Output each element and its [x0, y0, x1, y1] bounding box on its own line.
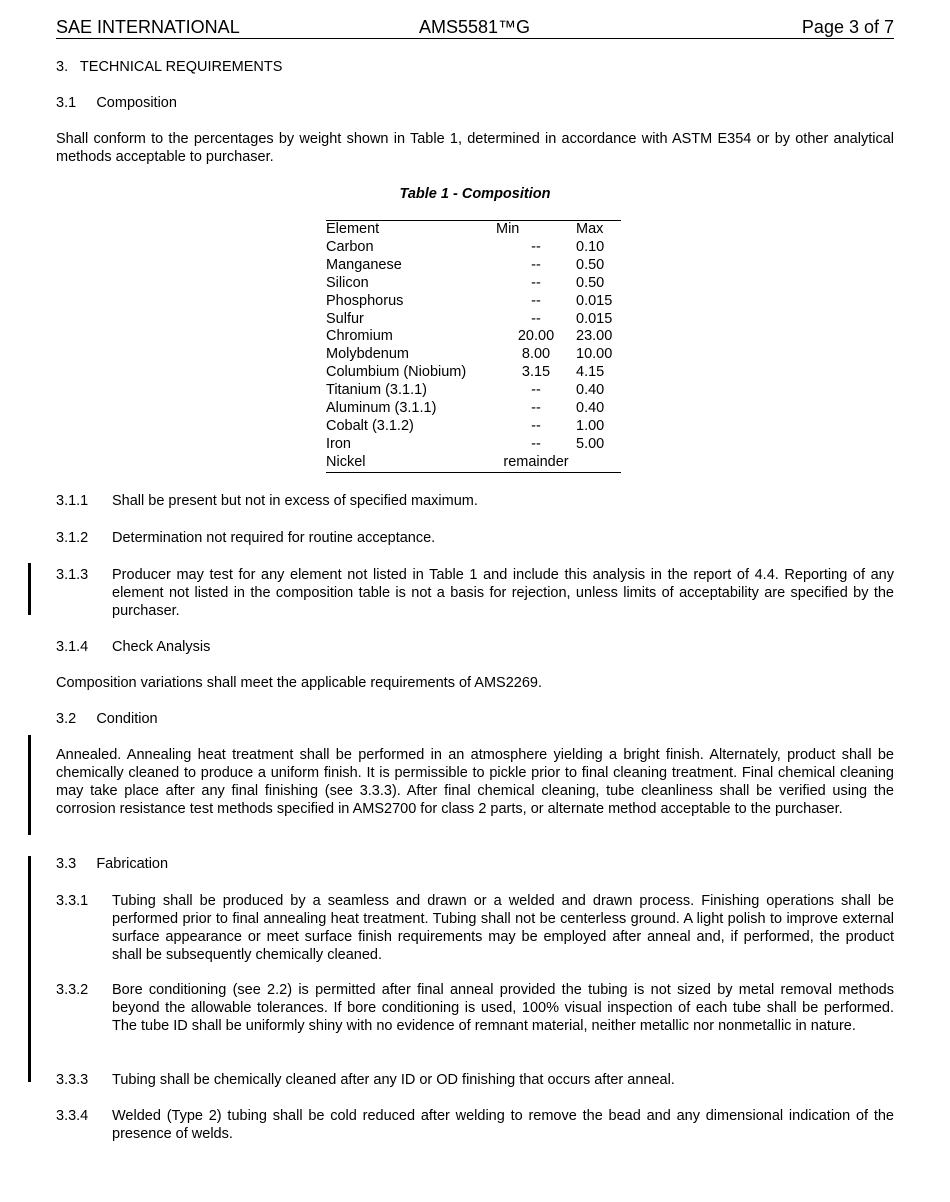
max-cell: 0.50	[576, 274, 605, 291]
element-cell: Cobalt (3.1.2)	[326, 417, 414, 434]
max-cell: 5.00	[576, 435, 605, 452]
element-cell: Manganese	[326, 256, 402, 273]
section-number: 3.1	[56, 95, 77, 111]
column-header-max: Max	[576, 221, 604, 237]
table-row	[326, 346, 621, 364]
clause-text: Tubing shall be produced by a seamless and drawn or a welded and drawn process. Finishing operations shall be performed prior to final annealing heat treatment. Tubing shall not be centerless ground. A light polish to improve external surface appearance or meet surface finish requirements may be employed after anneal and, if performed, the product shall be subsequently chemically cleaned.	[112, 893, 894, 963]
table-row	[326, 364, 621, 382]
table-row	[326, 293, 621, 311]
max-cell: 1.00	[576, 417, 605, 434]
clause-text: Tubing shall be chemically cleaned after any ID or OD finishing that occurs after anneal.	[112, 1072, 675, 1088]
column-header-min: Min	[496, 221, 520, 237]
table-header-row	[326, 221, 621, 239]
clause-number: 3.1.4	[56, 639, 89, 655]
header-doc-number: AMS5581™G	[419, 17, 531, 37]
max-cell: 0.40	[576, 382, 605, 399]
section-title: Composition	[96, 95, 177, 111]
min-cell: --	[531, 417, 541, 434]
table-row	[326, 275, 621, 293]
clause-title: Check Analysis	[112, 639, 211, 655]
max-cell: 0.015	[576, 292, 613, 309]
condition-paragraph: Annealed. Annealing heat treatment shall be performed in an atmosphere yielding a bright finish. Alternately, product shall be chemically cleaned to produce a uniform finish. It is permissible to pickle prior to final cleaning treatment. Final chemical cleaning may take place after any final finishing (see 3.3.3). After final chemical cleaning, tube cleanliness shall be verified using the corrosion resistance test methods specified in AMS2700 for class 2 parts, or alternate method acceptable to the purchaser.	[56, 747, 894, 817]
section-number: 3.3	[56, 856, 77, 872]
composition-table	[326, 220, 621, 473]
page-header	[56, 16, 894, 39]
max-cell: 23.00	[576, 328, 613, 345]
max-cell: 0.40	[576, 400, 605, 417]
column-header-element: Element	[326, 221, 380, 237]
max-cell: 10.00	[576, 346, 613, 363]
min-cell: --	[531, 274, 541, 291]
section-3-heading	[56, 58, 282, 76]
clause-number: 3.3.2	[56, 982, 89, 998]
min-cell: --	[531, 435, 541, 452]
element-cell: Silicon	[326, 274, 369, 291]
revision-bar	[28, 563, 31, 615]
section-3-3-heading	[56, 855, 168, 873]
composition-paragraph: Shall conform to the percentages by weight shown in Table 1, determined in accordance with ASTM E354 or by other analytical methods acceptable to purchaser.	[56, 131, 894, 165]
header-page-number: Page 3 of 7	[801, 17, 894, 37]
element-cell: Titanium (3.1.1)	[326, 382, 427, 399]
revision-bar	[28, 735, 31, 835]
revision-bar	[28, 856, 31, 1082]
section-number: 3.2	[56, 711, 77, 727]
element-cell: Columbium (Niobium)	[326, 364, 467, 381]
clause-number: 3.1.2	[56, 530, 89, 546]
max-cell	[576, 454, 621, 472]
section-3-2-heading	[56, 710, 158, 728]
element-cell: Molybdenum	[326, 346, 410, 363]
min-cell: --	[531, 256, 541, 273]
clause-number: 3.1.1	[56, 493, 89, 509]
section-title: Fabrication	[96, 856, 169, 872]
check-analysis-paragraph: Composition variations shall meet the applicable requirements of AMS2269.	[56, 675, 543, 691]
min-cell: --	[531, 400, 541, 417]
min-cell: --	[531, 292, 541, 309]
clause-text: Shall be present but not in excess of specified maximum.	[112, 493, 478, 509]
max-cell: 4.15	[576, 364, 605, 381]
max-cell: 0.015	[576, 310, 613, 327]
clause-text: Producer may test for any element not listed in Table 1 and include this analysis in the report of 4.4. Reporting of any element not listed in the composition table is not a basis for rejection, unless limits of acceptability are specified by the purchaser.	[112, 567, 894, 619]
min-cell: --	[531, 238, 541, 255]
table-row	[326, 436, 621, 454]
min-cell: 3.15	[521, 364, 551, 381]
clause-text: Bore conditioning (see 2.2) is permitted after final anneal provided the tubing is not sized by metal removal methods beyond the allowable tolerances. If bore conditioning is used, 100% visual inspection of each tube shall be performed. The tube ID shall be uniformly shiny with no evidence of remnant material, neither metallic nor nonmetallic in nature.	[112, 982, 894, 1034]
min-cell: remainder	[503, 453, 569, 470]
clause-number: 3.3.4	[56, 1108, 89, 1124]
element-cell: Phosphorus	[326, 292, 404, 309]
table-row	[326, 311, 621, 329]
clause-text: Welded (Type 2) tubing shall be cold reduced after welding to remove the bead and any dimensional indication of the presence of welds.	[112, 1108, 894, 1142]
min-cell: --	[531, 382, 541, 399]
element-cell: Carbon	[326, 238, 374, 255]
table-row	[326, 418, 621, 436]
section-3-1-heading	[56, 94, 177, 112]
table-row	[326, 239, 621, 257]
section-title: TECHNICAL REQUIREMENTS	[79, 59, 283, 75]
min-cell: 8.00	[521, 346, 551, 363]
table-row	[326, 400, 621, 418]
clause-number: 3.3.3	[56, 1072, 89, 1088]
table-caption: Table 1 - Composition	[399, 186, 551, 202]
min-cell: --	[531, 310, 541, 327]
section-title: Condition	[96, 711, 158, 727]
max-cell: 0.50	[576, 256, 605, 273]
clause-number: 3.1.3	[56, 567, 89, 583]
clause-number: 3.3.1	[56, 893, 89, 909]
element-cell: Nickel	[326, 453, 366, 470]
table-row	[326, 454, 621, 472]
element-cell: Sulfur	[326, 310, 364, 327]
element-cell: Aluminum (3.1.1)	[326, 400, 437, 417]
max-cell: 0.10	[576, 238, 605, 255]
min-cell: 20.00	[517, 328, 555, 345]
table-row	[326, 257, 621, 275]
table-row	[326, 382, 621, 400]
clause-text: Determination not required for routine acceptance.	[112, 530, 436, 546]
table-row	[326, 328, 621, 346]
element-cell: Chromium	[326, 328, 393, 345]
header-org: SAE INTERNATIONAL	[56, 17, 240, 37]
element-cell: Iron	[326, 435, 351, 452]
section-number: 3.	[56, 59, 69, 75]
